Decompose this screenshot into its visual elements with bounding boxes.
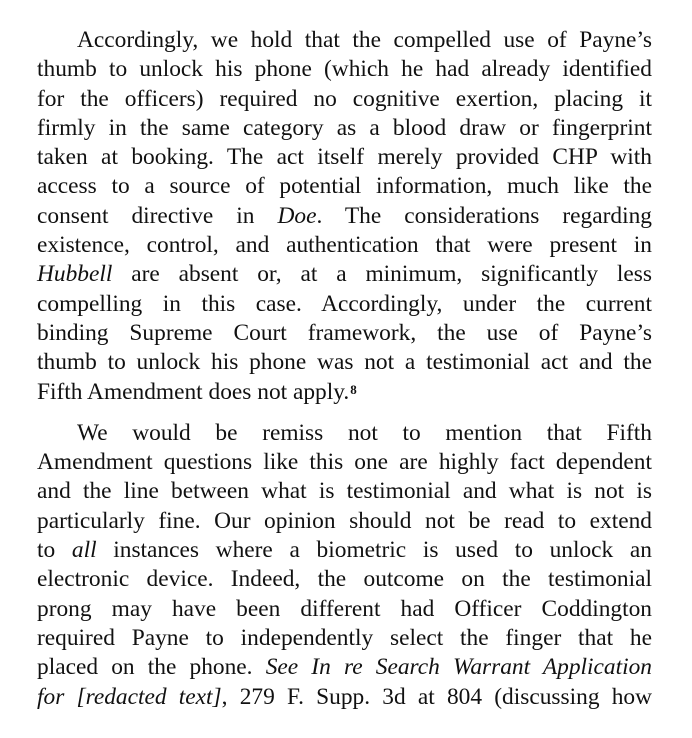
text-run: existence, control, and authentication that were present in xyxy=(37,232,652,259)
text-run: electronic device. Indeed, the outcome on the testimonial xyxy=(37,566,652,593)
text-line xyxy=(37,448,652,477)
opinion-text xyxy=(37,26,652,712)
text-line xyxy=(37,290,652,319)
text-run: thumb to unlock his phone (which he had already identified xyxy=(37,56,652,83)
case-name-italic: Hubbell xyxy=(37,261,113,288)
text-run: Accordingly, we hold that the compelled use of Payne’s xyxy=(77,27,652,53)
text-line xyxy=(37,231,652,260)
text-run: taken at booking. The act itself merely provided CHP with xyxy=(37,144,652,171)
text-run: prong may have been different had Officer Coddington xyxy=(37,595,652,622)
text-run: compelling in this case. Accordingly, under the current xyxy=(37,290,652,317)
text-line xyxy=(37,477,652,506)
text-line xyxy=(37,536,652,565)
footnote-marker[interactable]: 8 xyxy=(350,381,357,397)
text-line xyxy=(37,85,652,114)
text-line xyxy=(37,202,652,231)
text-run: Fifth Amendment does not apply. xyxy=(37,378,350,405)
text-run: placed on the phone. xyxy=(37,654,266,681)
text-run: Amendment questions like this one are highly fact dependent xyxy=(37,449,652,476)
paragraph-holding xyxy=(37,26,652,407)
case-name-italic: Doe xyxy=(277,202,317,229)
text-line xyxy=(37,653,652,682)
text-run: thumb to unlock his phone was not a testimonial act and the xyxy=(37,349,652,376)
text-line xyxy=(37,143,652,172)
text-line xyxy=(37,683,652,712)
text-run: binding Supreme Court framework, the use of Payne’s xyxy=(37,319,652,346)
text-run: for the officers) required no cognitive exertion, placing it xyxy=(37,85,652,112)
text-line xyxy=(37,26,652,55)
text-run: are absent or, at a minimum, significantly less xyxy=(112,261,652,288)
text-run: and the line between what is testimonial and what is not is xyxy=(37,478,652,505)
text-line xyxy=(37,348,652,377)
text-line xyxy=(37,260,652,289)
text-run: We would be remiss not to mention that Fifth xyxy=(77,419,652,446)
text-line xyxy=(37,114,652,143)
text-line xyxy=(37,319,652,348)
text-line xyxy=(37,595,652,624)
text-line xyxy=(37,55,652,84)
text-run: . The considerations regarding xyxy=(316,202,652,229)
text-line xyxy=(37,624,652,653)
paragraph-caveat xyxy=(37,419,652,712)
text-run: consent directive in xyxy=(37,202,278,229)
emphasis-italic: all xyxy=(71,537,97,564)
citation-italic: for [redacted text] xyxy=(37,683,222,710)
text-line xyxy=(37,172,652,201)
citation-italic: See In re Search Warrant Application xyxy=(265,654,653,681)
text-run: , 279 F. Supp. 3d at 804 (discussing how xyxy=(221,683,652,710)
text-run: firmly in the same category as a blood draw or fingerprint xyxy=(37,114,652,141)
text-run: access to a source of potential information, much like the xyxy=(37,173,652,200)
text-run: instances where a biometric is used to unlock an xyxy=(96,537,652,564)
text-line xyxy=(37,565,652,594)
text-line xyxy=(37,378,652,407)
text-run: required Payne to independently select the finger that he xyxy=(37,624,652,651)
text-line xyxy=(37,507,652,536)
text-run: to xyxy=(37,537,72,564)
text-run: particularly fine. Our opinion should not be read to extend xyxy=(37,507,652,534)
text-line xyxy=(37,419,652,448)
